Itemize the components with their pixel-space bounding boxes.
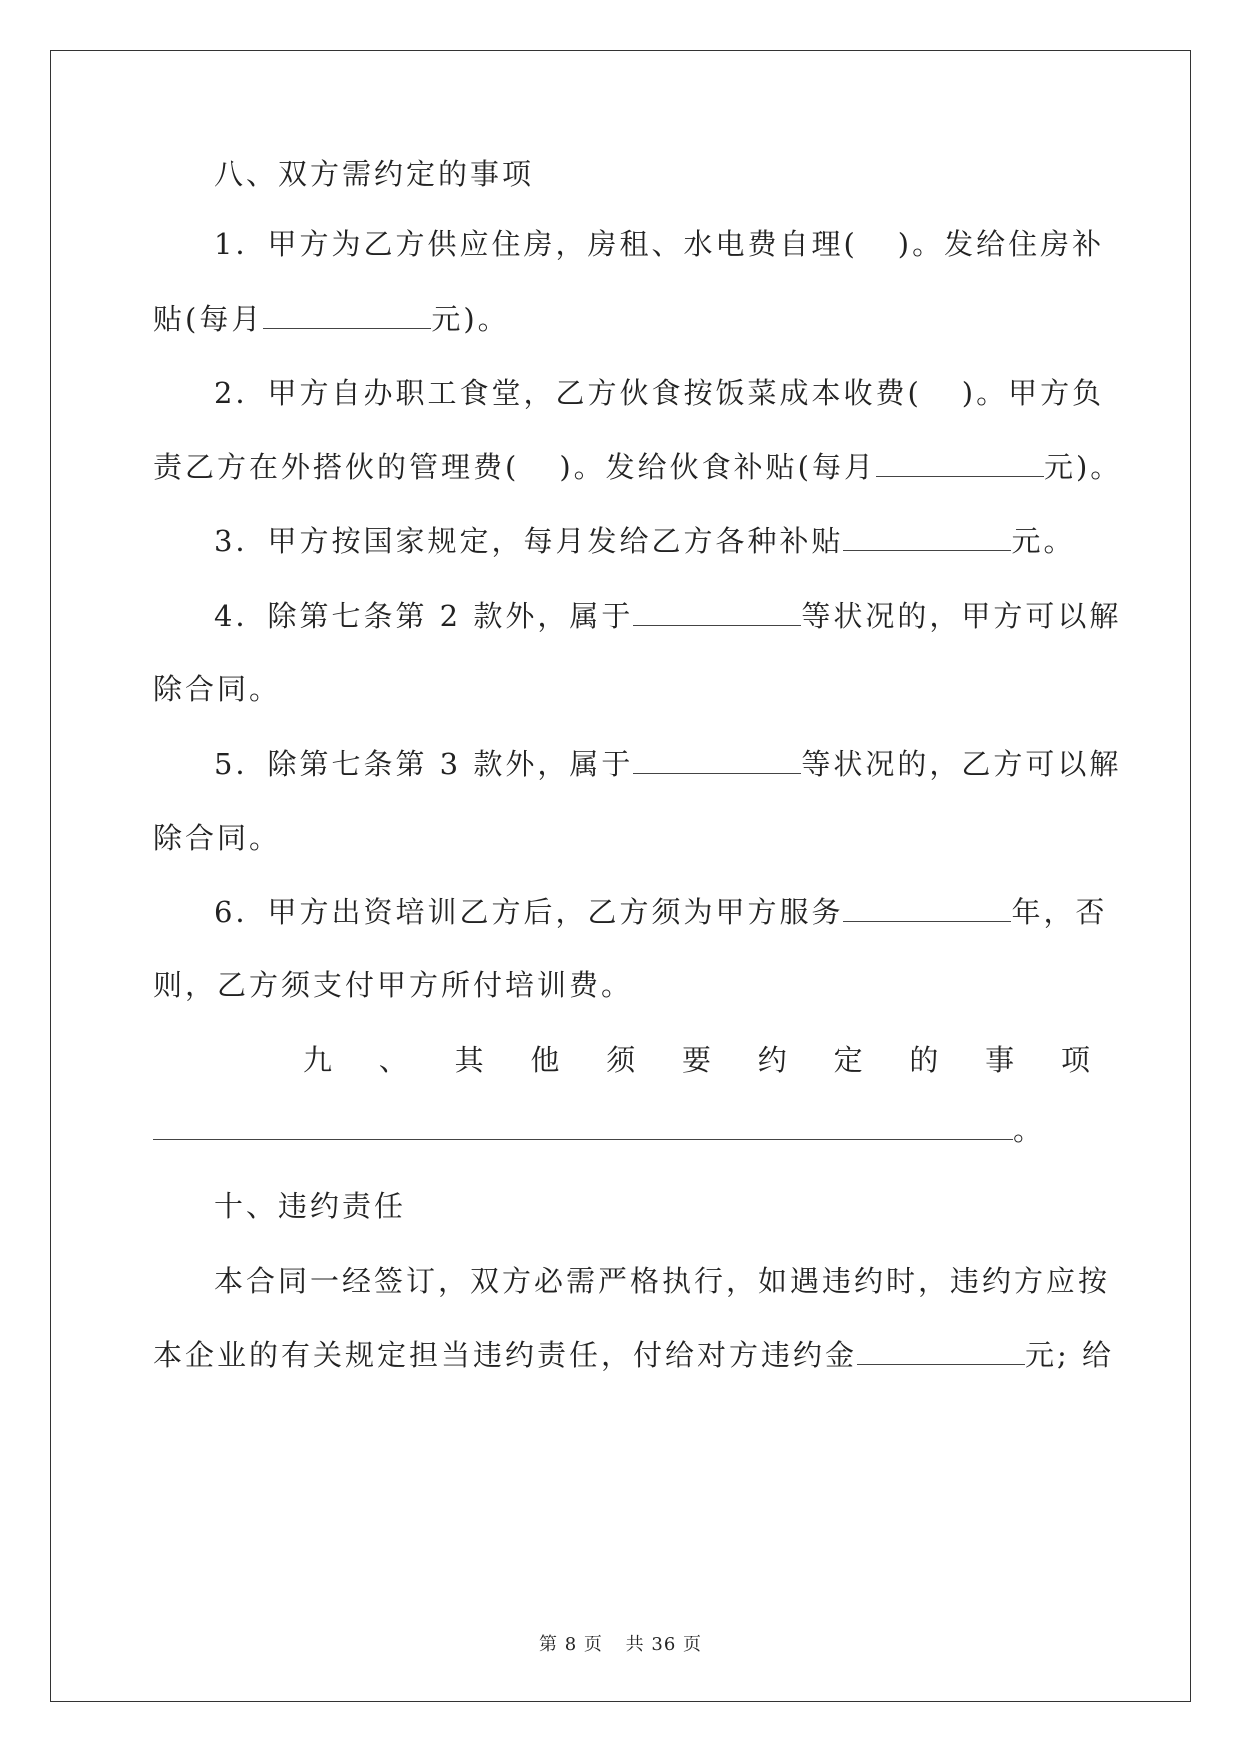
item-2-line-2: 责乙方在外搭伙的管理费( )。发给伙食补贴(每月 元)。 bbox=[153, 450, 1123, 484]
fill-blank bbox=[633, 745, 801, 774]
item-1-line-1: 1．甲方为乙方供应住房，房租、水电费自理( )。发给住房补 bbox=[214, 227, 1105, 261]
item-4-line-2: 除合同。 bbox=[153, 672, 282, 706]
item-6-line-1: 6．甲方出资培训乙方后，乙方须为甲方服务 年，否 bbox=[214, 895, 1108, 929]
section-9-heading: 九 、 其 他 须 要 约 定 的 事 项 bbox=[303, 1043, 1093, 1077]
item-5-line-2: 除合同。 bbox=[153, 821, 282, 855]
item-2-line-1: 2．甲方自办职工食堂，乙方伙食按饭菜成本收费( )。甲方负 bbox=[214, 376, 1105, 410]
item-5-line-1: 5．除第七条第 3 款外，属于 等状况的，乙方可以解 bbox=[214, 747, 1122, 781]
item-3: 3．甲方按国家规定，每月发给乙方各种补贴 元。 bbox=[214, 524, 1076, 558]
section-10-para-line-2: 本企业的有关规定担当违约责任，付给对方违约金 元; 给 bbox=[153, 1338, 1115, 1372]
fill-blank bbox=[876, 448, 1044, 477]
fill-blank bbox=[633, 597, 801, 626]
page-total: 共 36 页 bbox=[625, 1634, 702, 1655]
item-1-line-2: 贴(每月 元)。 bbox=[153, 302, 510, 336]
fill-blank bbox=[857, 1336, 1025, 1365]
item-6-line-2: 则，乙方须支付甲方所付培训费。 bbox=[153, 968, 634, 1002]
item-4-line-1: 4．除第七条第 2 款外，属于 等状况的，甲方可以解 bbox=[214, 599, 1122, 633]
fill-blank bbox=[843, 522, 1011, 551]
fill-blank bbox=[153, 1111, 1013, 1140]
section-10-heading: 十、违约责任 bbox=[214, 1189, 407, 1223]
section-9-blank-line: 。 bbox=[153, 1110, 1093, 1150]
page-number: 第 8 页 bbox=[539, 1634, 603, 1655]
page-footer bbox=[0, 1630, 1241, 1656]
section-10-para-line-1: 本合同一经签订，双方必需严格执行，如遇违约时，违约方应按 bbox=[214, 1264, 1111, 1298]
fill-blank bbox=[263, 300, 431, 329]
fill-blank bbox=[843, 893, 1011, 922]
page-border bbox=[50, 50, 1191, 1702]
section-8-heading: 八、双方需约定的事项 bbox=[214, 157, 535, 191]
